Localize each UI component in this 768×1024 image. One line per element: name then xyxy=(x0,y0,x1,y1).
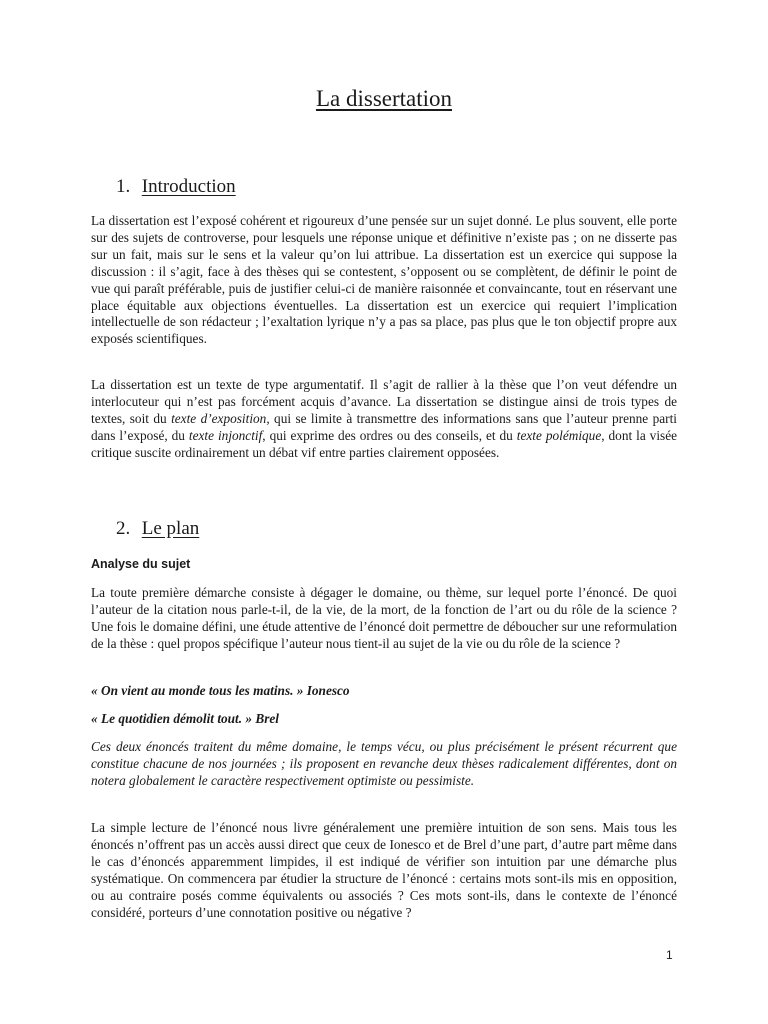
subheading-analyse: Analyse du sujet xyxy=(91,557,191,571)
italic-term: texte d’exposition xyxy=(171,410,267,426)
paragraph-text: La dissertation est un texte de type argumentatif. Il s’agit de rallier à la thèse que l’on veut défendre un interlocuteur qui n’est pas forcément acquis d’avance. La dissertation se distingue ainsi de trois types de textes, soit du xyxy=(91,377,677,426)
section-title: Le plan xyxy=(141,518,200,539)
intro-paragraph-2 xyxy=(91,377,677,462)
paragraph-text: , dont la visée critique suscite ordinairement un débat vif entre parties clairement opposées. xyxy=(91,427,678,460)
page-number: 1 xyxy=(666,948,673,962)
quote-ionesco: « On vient au monde tous les matins. » Ionesco xyxy=(91,683,350,698)
section-number: 2. xyxy=(116,518,131,539)
intro-paragraph-1: La dissertation est l’exposé cohérent et rigoureux d’une pensée sur un sujet donné. Le plus souvent, elle porte sur des sujets de controverse, pour lesquels une réponse unique et définitive n’existe pas ; on ne disserte pas sur un fait, mais sur le sens et la valeur qu’on lui attribue. La dissertation est un exercice qui suppose la discussion : il s’agit, face à des thèses qui se contestent, s’opposent ou se complètent, de définir le point de vue qui paraît préférable, puis de justifier celui-ci de manière raisonnée et convaincante, tout en réservant une place équitable aux objections éventuelles. La dissertation est un exercice qui requiert l’implication intellectuelle de son rédacteur ; l’exaltation lyrique n’y a pas sa place, pas plus que le ton objectif propre aux exposés scientifiques. xyxy=(91,213,677,347)
italic-term: texte injonctif xyxy=(188,427,263,443)
italic-term: texte polémique xyxy=(516,427,602,443)
page-title: La dissertation xyxy=(315,86,453,111)
section-number: 1. xyxy=(116,176,131,197)
section-title: Introduction xyxy=(141,176,236,197)
quote-brel: « Le quotidien démolit tout. » Brel xyxy=(91,711,280,726)
paragraph-text: , qui se limite à transmettre des informations sans que l’auteur prenne parti dans l’exposé, du xyxy=(91,410,677,443)
paragraph-text: , qui exprime des ordres ou des conseils, et du xyxy=(262,427,517,443)
section-heading-introduction xyxy=(116,176,236,198)
plan-paragraph-1: La toute première démarche consiste à dégager le domaine, ou thème, sur lequel porte l’énoncé. De quoi l’auteur de la citation nous parle-t-il, de la vie, de la mort, de la fonction de l’art ou du rôle de la science ? Une fois le domaine défini, une étude attentive de l’énoncé doit permettre de déboucher sur une reformulation de la thèse : quel propos spécifique l’auteur nous tient-il au sujet de la vie ou du rôle de la science ? xyxy=(91,585,677,651)
plan-italic-paragraph: Ces deux énoncés traitent du même domaine, le temps vécu, ou plus précisément le présent récurrent que constitue chacune de nos journées ; ils proposent en revanche deux thèses radicalement différentes, dont on notera globalement le caractère respectivement optimiste ou pessimiste. xyxy=(91,739,677,788)
section-heading-plan xyxy=(116,518,199,540)
plan-paragraph-2: La simple lecture de l’énoncé nous livre généralement une première intuition de son sens. Mais tous les énoncés n’offrent pas un accès aussi direct que ceux de Ionesco et de Brel d’une part, d’autre part même dans le cas d’énoncés apparemment limpides, il est indiqué de vérifier son intuition par une démarche plus systématique. On commencera par étudier la structure de l’énoncé : certains mots sont-ils mis en opposition, ou au contraire posés comme équivalents ou associés ? Ces mots sont-ils, dans le contexte de l’énoncé considéré, porteurs d’une connotation positive ou négative ? xyxy=(91,820,677,920)
